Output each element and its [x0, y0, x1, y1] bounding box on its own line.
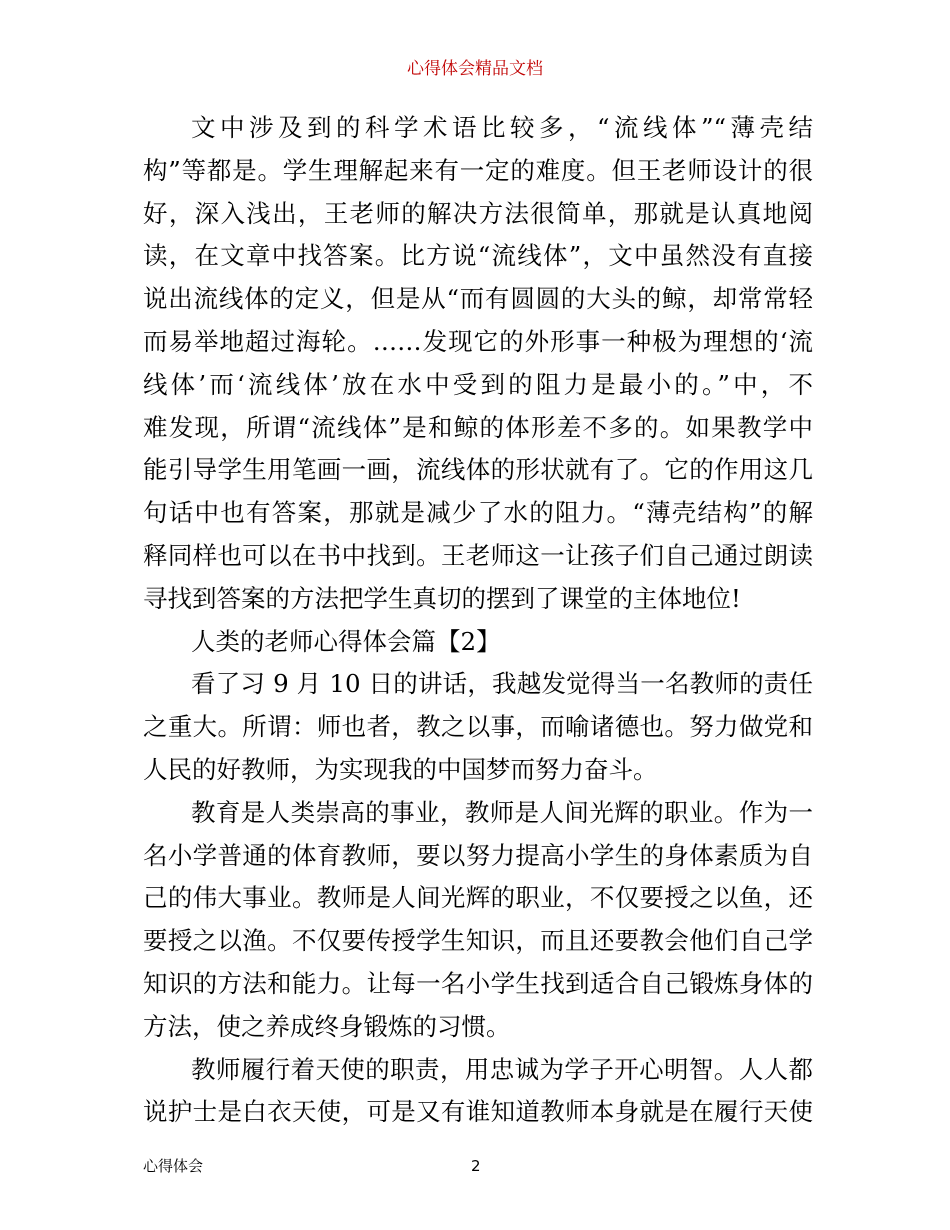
- page-header-title: 心得体会精品文档: [407, 59, 543, 79]
- text-line: 而易举地超过海轮。……发现它的外形事一种极为理想的‘流: [143, 326, 813, 356]
- document-body: [143, 107, 813, 1134]
- text-line: 寻找到答案的方法把学生真切的摆到了课堂的主体地位!: [143, 583, 741, 613]
- section-heading: 人类的老师心得体会篇【2】: [191, 626, 501, 656]
- text-line: 人民的好教师，为实现我的中国梦而努力奋斗。: [143, 754, 658, 784]
- text-line: 看了习 9 月 10 日的讲话，我越发觉得当一名教师的责任: [191, 669, 813, 699]
- text-line: 知识的方法和能力。让每一名小学生找到适合自己锻炼身体的: [143, 968, 813, 998]
- page-footer: [143, 1156, 813, 1176]
- text-line: 说护士是白衣天使，可是又有谁知道教师本身就是在履行天使: [143, 1097, 813, 1127]
- text-line: 难发现，所谓“流线体”是和鲸的体形差不多的。如果教学中: [143, 412, 813, 442]
- text-line: 方法，使之养成终身锻炼的习惯。: [143, 1011, 511, 1041]
- text-line: 之重大。所谓：师也者，教之以事，而喻诸德也。努力做党和: [143, 712, 813, 742]
- footer-label: 心得体会: [143, 1157, 204, 1175]
- text-line: 教师履行着天使的职责，用忠诚为学子开心明智。人人都: [191, 1054, 813, 1084]
- text-line: 要授之以渔。不仅要传授学生知识，而且还要教会他们自己学: [143, 926, 813, 956]
- text-line: 好，深入浅出，王老师的解决方法很简单，那就是认真地阅: [143, 198, 813, 228]
- text-line: 能引导学生用笔画一画，流线体的形状就有了。它的作用这几: [143, 455, 813, 485]
- text-line: 读，在文章中找答案。比方说“流线体”，文中虽然没有直接: [143, 241, 813, 271]
- text-line: 构”等都是。学生理解起来有一定的难度。但王老师设计的很: [143, 155, 813, 185]
- text-line: 线体’而‘流线体’放在水中受到的阻力是最小的。”中，不: [143, 369, 813, 399]
- text-line: 释同样也可以在书中找到。王老师这一让孩子们自己通过朗读: [143, 540, 813, 570]
- text-line: 文中涉及到的科学术语比较多，“流线体”“薄壳结: [191, 113, 813, 142]
- text-line: 说出流线体的定义，但是从“而有圆圆的大头的鲸，却常常轻: [143, 284, 813, 314]
- text-line: 教育是人类崇高的事业，教师是人间光辉的职业。作为一: [191, 797, 813, 827]
- text-line: 句话中也有答案，那就是减少了水的阻力。“薄壳结构”的解: [143, 498, 813, 528]
- page-number: 2: [471, 1157, 481, 1175]
- text-line: 己的伟大事业。教师是人间光辉的职业，不仅要授之以鱼，还: [143, 883, 813, 913]
- text-line: 名小学普通的体育教师，要以努力提高小学生的身体素质为自: [143, 840, 813, 870]
